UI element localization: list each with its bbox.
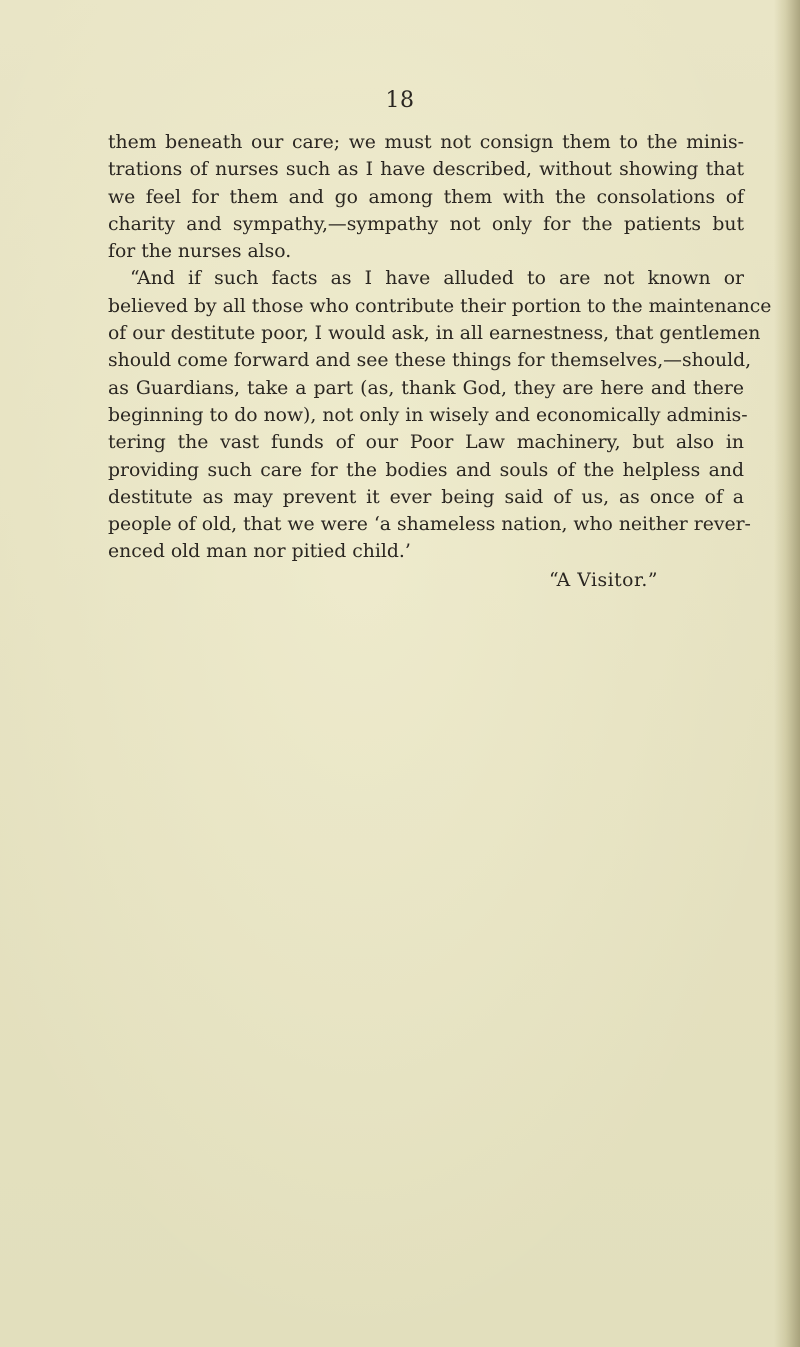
text-line: trations of nurses such as I have described, without showing that — [108, 159, 744, 181]
body-text — [108, 129, 772, 566]
page-number: 18 — [385, 88, 415, 113]
text-line: charity and sympathy,—sympathy not only for the patients but — [108, 213, 744, 235]
text-line: people of old, that we were ‘a shameless nation, who neither rever- — [108, 514, 751, 536]
text-line: should come forward and see these things for themselves,—should, — [108, 350, 752, 372]
text-line: tering the vast funds of our Poor Law machinery, but also in — [108, 432, 744, 454]
text-line: “And if such facts as I have alluded to are not known or — [130, 268, 744, 290]
text-line: we feel for them and go among them with the consolations of — [108, 186, 744, 208]
text-line: providing such care for the bodies and souls of the helpless and — [108, 459, 744, 481]
signature: “A Visitor.” — [549, 570, 658, 591]
text-line: for the nurses also. — [108, 241, 292, 263]
text-line: enced old man nor pitied child.’ — [108, 541, 411, 563]
text-line: as Guardians, take a part (as, thank God, they are here and there — [108, 377, 744, 399]
text-line: of our destitute poor, I would ask, in all earnestness, that gentlemen — [108, 323, 761, 345]
page-edge-shadow — [774, 0, 800, 1347]
text-line: beginning to do now), not only in wisely and economically adminis- — [108, 404, 748, 426]
text-line: them beneath our care; we must not consign them to the minis- — [108, 132, 744, 153]
text-line: destitute as may prevent it ever being said of us, as once of a — [108, 486, 744, 508]
text-line: believed by all those who contribute their portion to the maintenance — [108, 295, 772, 317]
